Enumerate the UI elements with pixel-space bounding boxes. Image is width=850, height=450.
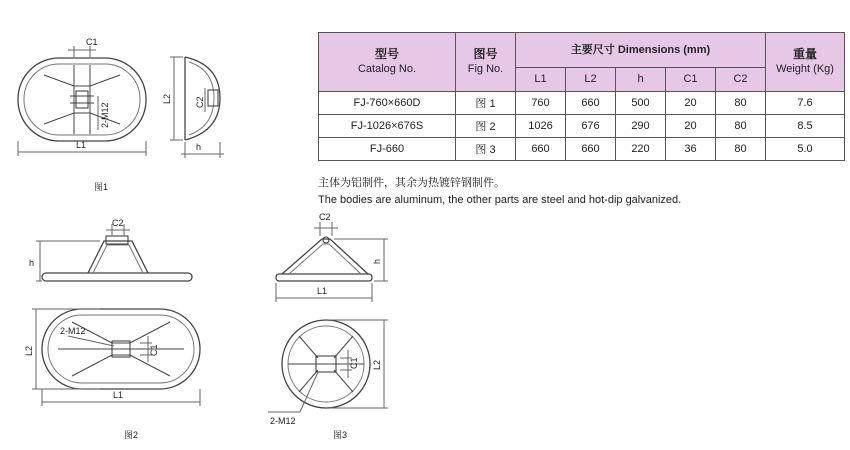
- spec-table: [318, 32, 845, 161]
- fig3-label-l2: L2: [372, 359, 382, 370]
- cell-c1: 36: [666, 138, 716, 161]
- header-row-1: [319, 33, 845, 68]
- cell-catalog: FJ-1026×676S: [319, 115, 456, 138]
- header-fig-en: Fig No.: [467, 63, 504, 75]
- figure-3-top-view: [268, 320, 388, 412]
- header-catalog: [319, 33, 456, 92]
- cell-fig: 图 3: [456, 138, 516, 161]
- fig1-caption: 图1: [94, 182, 109, 192]
- header-fig-cn: 图号: [473, 47, 498, 61]
- fig2-label-h: h: [29, 258, 35, 268]
- cell-l1: 1026: [516, 115, 566, 138]
- cell-catalog: FJ-760×660D: [319, 92, 456, 115]
- cell-h: 220: [616, 138, 666, 161]
- fig3-label-m12: 2-M12: [270, 416, 296, 426]
- cell-l1: 660: [516, 138, 566, 161]
- fig3-label-h: h: [372, 258, 382, 264]
- header-fig: [456, 33, 516, 92]
- fig2-caption: 图2: [124, 430, 139, 440]
- fig3-label-l1: L1: [317, 286, 328, 296]
- fig3-caption: 图3: [333, 430, 348, 440]
- cell-fig: 图 1: [456, 92, 516, 115]
- header-l2: L2: [566, 68, 616, 92]
- cell-l2: 660: [566, 92, 616, 115]
- cell-c1: 20: [666, 92, 716, 115]
- table-row: [319, 92, 845, 115]
- fig1-label-m12: 2-M12: [100, 102, 110, 128]
- cell-weight: 8.5: [766, 115, 845, 138]
- fig2-label-l2: L2: [24, 345, 34, 356]
- cell-weight: 5.0: [766, 138, 845, 161]
- cell-l1: 760: [516, 92, 566, 115]
- header-catalog-en: Catalog No.: [357, 63, 417, 75]
- fig2-label-c2: C2: [112, 218, 124, 228]
- cell-c1: 20: [666, 115, 716, 138]
- figure-2-side-view: [36, 224, 192, 281]
- fig1-label-c1: C1: [86, 37, 98, 47]
- header-dimensions: [516, 33, 766, 68]
- fig1-label-h: h: [196, 142, 202, 152]
- material-notes: [318, 175, 681, 209]
- note-english: The bodies are aluminum, the other parts are steel and hot-dip galvanized.: [318, 194, 682, 206]
- cell-c2: 80: [716, 92, 766, 115]
- cell-fig: 图 2: [456, 115, 516, 138]
- table-row: [319, 115, 845, 138]
- cell-h: 500: [616, 92, 666, 115]
- cell-weight: 7.6: [766, 92, 845, 115]
- cell-l2: 660: [566, 138, 616, 161]
- header-l1: L1: [516, 68, 566, 92]
- header-catalog-cn: 型号: [374, 47, 399, 61]
- header-h: h: [616, 68, 666, 92]
- table-row: [319, 138, 845, 161]
- fig3-label-c2: C2: [319, 212, 331, 222]
- fig2-label-l1: L1: [113, 390, 124, 400]
- header-c2: C2: [716, 68, 766, 92]
- fig1-label-c2: C2: [195, 96, 205, 108]
- cell-h: 290: [616, 115, 666, 138]
- cell-l2: 676: [566, 115, 616, 138]
- header-weight-en: Weight (Kg): [776, 63, 834, 75]
- fig1-label-l2: L2: [162, 93, 172, 104]
- header-dimensions-label: 主要尺寸 Dimensions (mm): [570, 43, 711, 56]
- fig1-label-l1: L1: [76, 140, 87, 150]
- cell-catalog: FJ-660: [319, 138, 456, 161]
- header-c1: C1: [666, 68, 716, 92]
- header-weight-cn: 重量: [792, 47, 817, 61]
- cell-c2: 80: [716, 115, 766, 138]
- cell-c2: 80: [716, 138, 766, 161]
- fig2-label-c1: C1: [149, 344, 159, 356]
- fig2-label-m12: 2-M12: [60, 326, 86, 336]
- note-chinese: 主体为铝制件，其余为热镀锌钢制件。: [318, 177, 505, 189]
- fig3-label-c1: C1: [349, 357, 359, 369]
- header-weight: [766, 33, 845, 92]
